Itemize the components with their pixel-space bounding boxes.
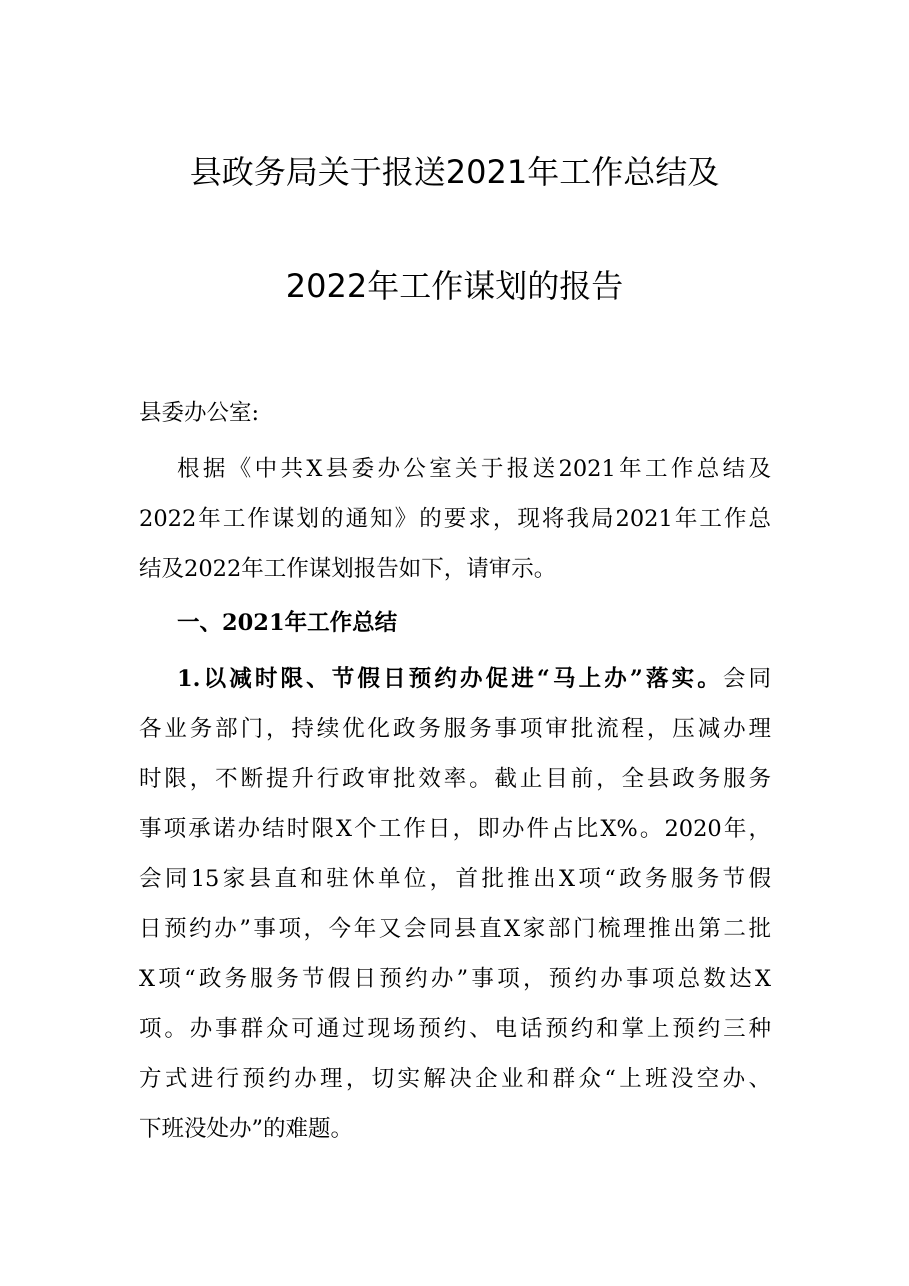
item-line: 日预约办”事项，今年又会同县直X家部门梳理推出第二批 — [139, 916, 771, 942]
item-paragraph — [139, 654, 771, 1154]
item-lead-rest: 会同 — [722, 666, 771, 692]
document-title-line-1: 县政务局关于报送2021年工作总结及 — [189, 153, 720, 191]
item-line: 事项承诺办结时限X个工作日，即办件占比X%。2020年， — [139, 816, 771, 842]
section-heading: 一、2021年工作总结 — [177, 610, 398, 636]
item-line: 会同15家县直和驻休单位，首批推出X项“政务服务节假 — [139, 866, 771, 892]
intro-paragraph — [139, 444, 771, 594]
intro-line: 结及2022年工作谋划报告如下，请审示。 — [139, 556, 557, 582]
document-title-line-2: 2022年工作谋划的报告 — [285, 267, 624, 305]
item-line: X项“政务服务节假日预约办”事项，预约办事项总数达X — [139, 966, 771, 992]
item-line: 下班没处办”的难题。 — [139, 1116, 354, 1142]
item-line: 各业务部门，持续优化政务服务事项审批流程，压减办理 — [139, 716, 771, 742]
item-line: 方式进行预约办理，切实解决企业和群众“上班没空办、 — [139, 1066, 771, 1092]
salutation: 县委办公室: — [139, 400, 260, 426]
item-line: 项。办事群众可通过现场预约、电话预约和掌上预约三种 — [139, 1016, 771, 1042]
intro-line: 根据《中共X县委办公室关于报送2021年工作总结及 — [177, 456, 771, 482]
item-line: 时限，不断提升行政审批效率。截止目前，全县政务服务 — [139, 766, 771, 792]
item-lead-bold: 1.以减时限、节假日预约办促进“马上办”落实。 — [177, 666, 723, 692]
document-body — [139, 388, 771, 1154]
item-first-line — [139, 654, 771, 704]
intro-line: 2022年工作谋划的通知》的要求，现将我局2021年工作总 — [139, 506, 771, 532]
